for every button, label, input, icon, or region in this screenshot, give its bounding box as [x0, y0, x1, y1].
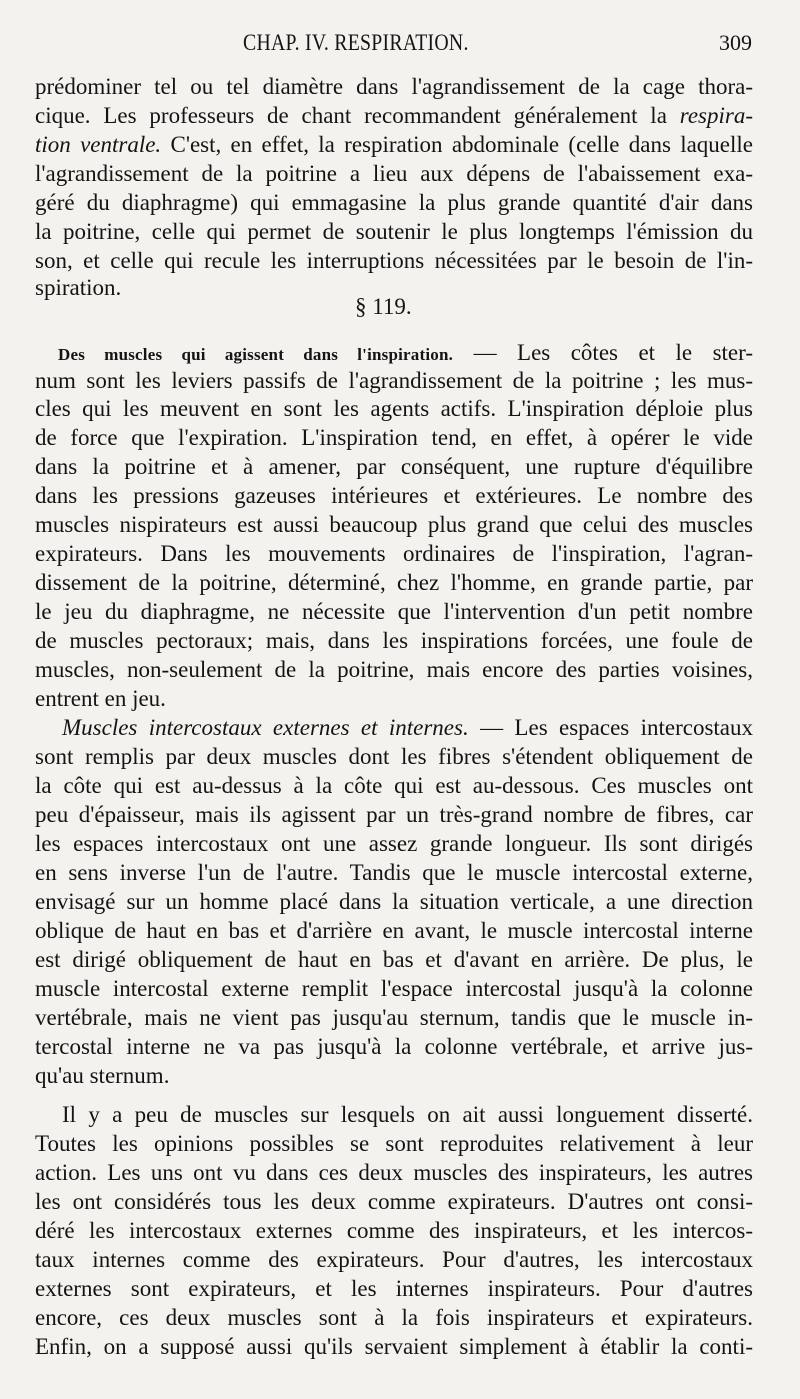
text-line: num sont les leviers passifs de l'agrandissement de la poitrine ; les mus- — [35, 368, 753, 393]
text-line: de force que l'expiration. L'inspiration tend, en effet, à opérer le vide — [35, 425, 753, 450]
text-line: Enfin, on a supposé aussi qu'ils servaient simplement à établir la conti- — [35, 1334, 753, 1359]
italic-term: respira- — [679, 103, 753, 128]
text-line: spiration. — [35, 275, 122, 300]
text-line: envisagé sur un homme placé dans la situation verticale, a une direction — [35, 889, 753, 914]
text-line: muscles nispirateurs est aussi beaucoup plus grand que celui des muscles — [35, 512, 753, 537]
text-line: le jeu du diaphragme, ne nécessite que l'intervention d'un petit nombre — [35, 599, 753, 624]
page-number: 309 — [719, 30, 752, 55]
text-line: tercostal interne ne va pas jusqu'à la colonne vertébrale, et arrive jus- — [35, 1034, 753, 1059]
text-line: expirateurs. Dans les mouvements ordinaires de l'inspiration, l'agran- — [35, 541, 753, 566]
text-span: — Les côtes et le ster- — [453, 340, 753, 365]
text-line: les ont considérés tous les deux comme expirateurs. D'autres ont consi- — [35, 1189, 753, 1214]
text-line — [58, 338, 753, 367]
text-line: cles qui les meuvent en sont les agents actifs. L'inspiration déploie plus — [35, 396, 753, 421]
paragraph-heading: Des muscles qui agissent dans l'inspiration. — [58, 345, 454, 364]
page-header — [0, 30, 800, 62]
text-span: — Les espaces intercostaux — [468, 715, 753, 740]
text-line: oblique de haut en bas et d'arrière en avant, le muscle intercostal interne — [35, 918, 753, 943]
text-line: action. Les uns ont vu dans ces deux muscles des inspirateurs, les autres — [35, 1160, 753, 1185]
text-line: Toutes les opinions possibles se sont reproduites relativement à leur — [35, 1131, 753, 1156]
text-line: sont remplis par deux muscles dont les fibres s'étendent obliquement de — [35, 744, 753, 769]
text-line: en sens inverse l'un de l'autre. Tandis que le muscle intercostal externe, — [35, 860, 753, 885]
text-line: de muscles pectoraux; mais, dans les inspirations forcées, une foule de — [35, 628, 753, 653]
section-number: § 119. — [355, 294, 412, 319]
text-line: géré du diaphragme) qui emmagasine la plus grande quantité d'air dans — [35, 190, 753, 215]
running-title: CHAP. IV. RESPIRATION. — [243, 30, 469, 55]
text-line: prédominer tel ou tel diamètre dans l'agrandissement de la cage thora- — [35, 74, 753, 99]
text-line: dissement de la poitrine, déterminé, chez l'homme, en grande partie, par — [35, 570, 753, 595]
text-span: cique. Les professeurs de chant recommandent généralement la — [35, 103, 680, 128]
text-line — [35, 101, 753, 130]
text-line: déré les intercostaux externes comme des inspirateurs, et les intercos- — [35, 1218, 753, 1243]
text-line: qu'au sternum. — [35, 1063, 170, 1088]
text-line: la côte qui est au-dessus à la côte qui est au-dessous. Ces muscles ont — [35, 773, 753, 798]
text-line: les espaces intercostaux ont une assez grande longueur. Ils sont dirigés — [35, 831, 753, 856]
text-line: son, et celle qui recule les interruptions nécessitées par le besoin de l'in- — [35, 248, 753, 273]
text-line: vertébrale, mais ne vient pas jusqu'au sternum, tandis que le muscle in- — [35, 1005, 753, 1030]
text-line: l'agrandissement de la poitrine a lieu aux dépens de l'abaissement exa- — [35, 161, 753, 186]
italic-term: tion ventrale. — [35, 132, 162, 157]
text-line: encore, ces deux muscles sont à la fois inspirateurs et expirateurs. — [35, 1305, 753, 1330]
text-line: externes sont expirateurs, et les internes inspirateurs. Pour d'autres — [35, 1276, 753, 1301]
text-line — [35, 130, 753, 159]
text-line: dans les pressions gazeuses intérieures et extérieures. Le nombre des — [35, 483, 753, 508]
text-line: dans la poitrine et à amener, par conséquent, une rupture d'équilibre — [35, 454, 753, 479]
text-span: C'est, en effet, la respiration abdominale (celle dans laquelle — [161, 132, 753, 157]
text-line: est dirigé obliquement de haut en bas et d'avant en arrière. De plus, le — [35, 947, 753, 972]
text-line: la poitrine, celle qui permet de soutenir le plus longtemps l'émission du — [35, 219, 753, 244]
text-line: muscle intercostal externe remplit l'espace intercostal jusqu'à la colonne — [35, 976, 753, 1001]
text-line: peu d'épaisseur, mais ils agissent par un très-grand nombre de fibres, car — [35, 802, 753, 827]
paragraph-heading: Muscles intercostaux externes et internes. — [62, 715, 469, 740]
text-line: muscles, non-seulement de la poitrine, mais encore des parties voisines, — [35, 657, 753, 682]
text-line — [62, 713, 753, 742]
text-line: taux internes comme des expirateurs. Pour d'autres, les intercostaux — [35, 1247, 753, 1272]
text-line: Il y a peu de muscles sur lesquels on ait aussi longuement disserté. — [62, 1102, 753, 1127]
text-line: entrent en jeu. — [35, 686, 166, 711]
